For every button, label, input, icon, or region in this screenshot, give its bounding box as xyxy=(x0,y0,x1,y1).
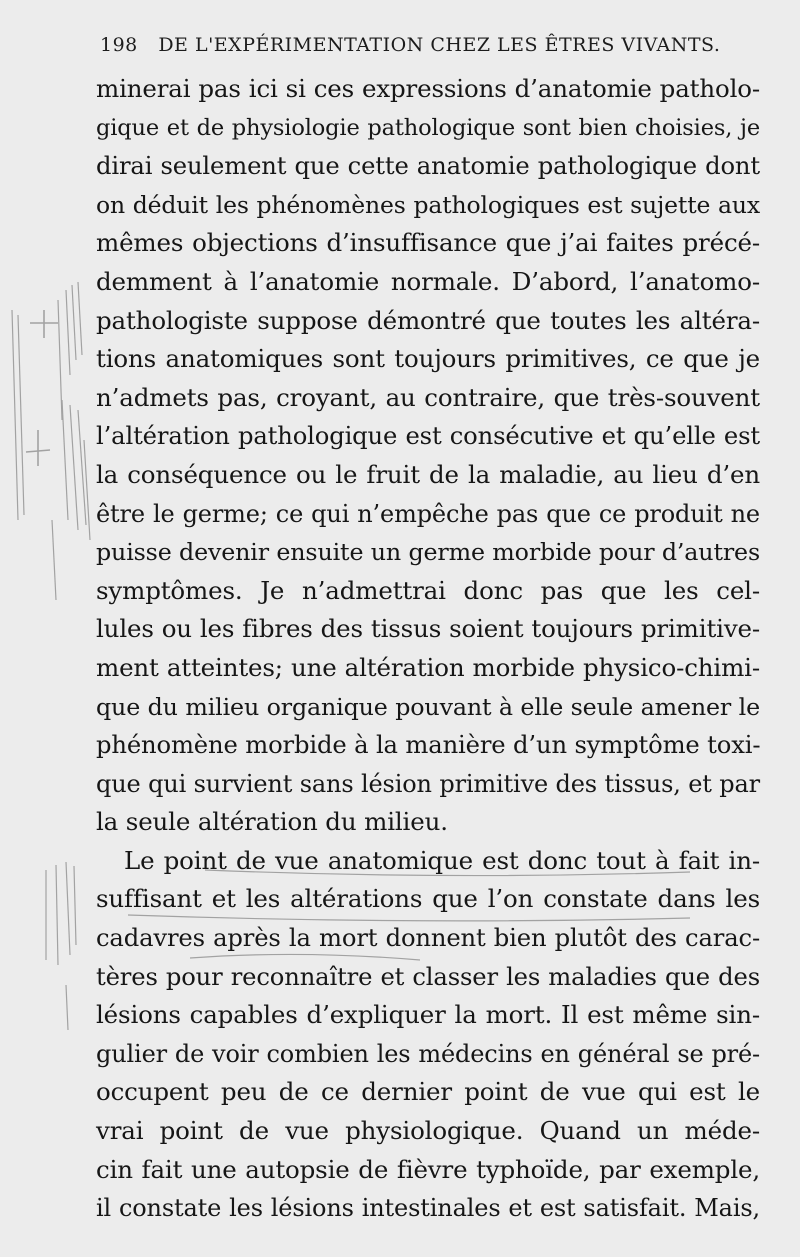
body-text xyxy=(96,70,760,1228)
text-line: puisse devenir ensuite un germe morbide pour d’autres xyxy=(96,538,760,567)
running-header xyxy=(100,34,760,64)
text-line: tions anatomiques sont toujours primitives, ce que je xyxy=(96,344,760,374)
text-line: demment à l’anatomie normale. D’abord, l’anatomo- xyxy=(96,266,760,296)
text-line: la seule altération du milieu. xyxy=(96,807,448,837)
paragraph-1 xyxy=(96,70,760,842)
text-line: lules ou les fibres des tissus soient toujours primitive- xyxy=(96,614,760,644)
margin-pencil-line xyxy=(72,285,76,360)
text-line: ment atteintes; une altération morbide physico-chimi- xyxy=(96,652,760,682)
margin-pencil-line xyxy=(56,865,58,965)
margin-pencil-line xyxy=(58,300,62,420)
text-line: gulier de voir combien les médecins en général se pré- xyxy=(96,1039,760,1068)
margin-pencil-line xyxy=(66,290,70,375)
margin-pencil-line xyxy=(70,405,78,530)
margin-pencil-line xyxy=(84,440,90,540)
text-line: dirai seulement que cette anatomie pathologique dont xyxy=(96,151,760,181)
text-line: que du milieu organique pouvant à elle seule amener le xyxy=(96,692,760,721)
text-line: la conséquence ou le fruit de la maladie, au lieu d’en xyxy=(96,459,760,489)
text-line: tères pour reconnaître et classer les maladies que des xyxy=(96,961,760,991)
text-line: il constate les lésions intestinales et est satisfait. Mais, xyxy=(96,1194,760,1223)
paragraph-2 xyxy=(96,842,760,1228)
text-line: gique et de physiologie pathologique sont bien choisies, je xyxy=(96,114,760,141)
margin-pencil-line xyxy=(62,400,68,520)
text-line: symptômes. Je n’admettrai donc pas que les cel- xyxy=(96,575,760,605)
page-number: 198 xyxy=(100,34,138,56)
margin-pencil-line xyxy=(74,866,76,945)
text-line: suffisant et les altérations que l’on constate dans les xyxy=(96,884,760,914)
text-line: que qui survient sans lésion primitive des tissus, et par xyxy=(96,769,760,798)
running-title: DE L'EXPÉRIMENTATION CHEZ LES ÊTRES VIVANTS. xyxy=(158,34,721,56)
text-line: cin fait une autopsie de fièvre typhoïde, par exemple, xyxy=(96,1154,760,1184)
text-line: pathologiste suppose démontré que toutes les altéra- xyxy=(96,305,760,335)
text-line: vrai point de vue physiologique. Quand un méde- xyxy=(96,1116,760,1146)
text-line: être le germe; ce qui n’empêche pas que ce produit ne xyxy=(96,499,760,528)
text-line: mêmes objections d’insuffisance que j’ai faites précé- xyxy=(96,228,760,258)
text-line: lésions capables d’expliquer la mort. Il est même sin- xyxy=(96,1000,760,1030)
margin-pencil-line xyxy=(66,985,68,1030)
text-line: on déduit les phénomènes pathologiques est sujette aux xyxy=(96,190,760,219)
text-line: minerai pas ici si ces expressions d’anatomie patholo- xyxy=(96,74,760,103)
text-line: cadavres après la mort donnent bien plutôt des carac- xyxy=(96,923,760,953)
margin-pencil-line xyxy=(66,862,70,955)
text-line: l’altération pathologique est consécutive et qu’elle est xyxy=(96,421,760,451)
margin-pencil-line xyxy=(12,310,18,520)
margin-pencil-line xyxy=(78,282,82,355)
text-line: occupent peu de ce dernier point de vue qui est le xyxy=(96,1077,760,1107)
margin-pencil-line xyxy=(78,410,86,525)
margin-pencil-line xyxy=(18,315,24,515)
text-line: n’admets pas, croyant, au contraire, que très-souvent xyxy=(96,382,760,412)
text-line: Le point de vue anatomique est donc tout à fait in- xyxy=(124,845,760,875)
text-line: phénomène morbide à la manière d’un symptôme toxi- xyxy=(96,730,761,760)
margin-pencil-line xyxy=(52,520,56,600)
